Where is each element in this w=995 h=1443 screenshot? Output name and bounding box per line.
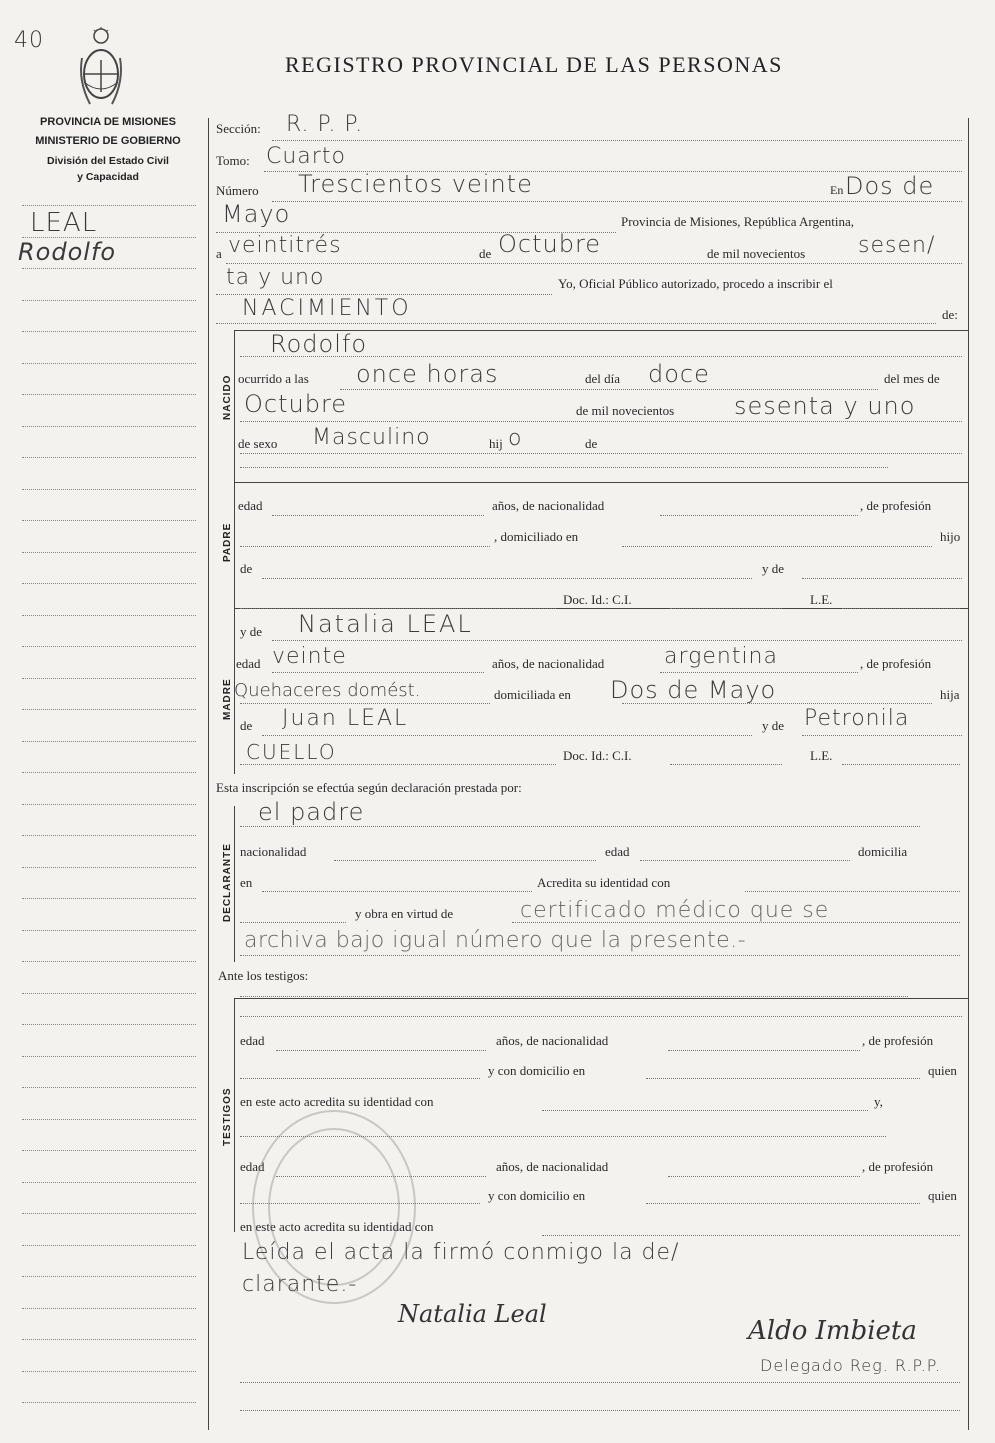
margin-ruled-line [22,930,196,931]
padre-hijo-label: hijo [940,529,961,544]
inner-section-border [234,330,235,774]
numero-label: Número [216,183,259,198]
margin-ruled-line [22,1339,196,1340]
margin-ruled-line [22,804,196,805]
margin-ruled-line [22,1087,196,1088]
margin-ruled-line [22,583,196,584]
testigo2-edad-label: edad [240,1159,265,1174]
act-type: NACIMIENTO [242,296,412,321]
margin-ruled-line [22,552,196,553]
margin-ruled-line [22,898,196,899]
day-value: veintitrés [228,233,342,258]
margin-ruled-line [22,1402,196,1403]
dia-label: del día [585,371,621,386]
madre-edad-label: edad [236,656,261,671]
padre-domiciliado-label: , domiciliado en [494,529,579,544]
madre-mother-2: CUELLO [246,740,337,764]
madre-mother-1: Petronila [804,706,910,731]
testigo1-profesion-label: , de profesión [862,1033,934,1048]
madre-le-label: L.E. [810,748,833,763]
margin-ruled-line [22,1182,196,1183]
margin-ruled-line [22,394,196,395]
madre-father: Juan LEAL [282,706,409,731]
madre-name: Natalia LEAL [298,610,473,638]
margin-ruled-line [22,993,196,994]
margin-ruled-line [22,300,196,301]
tomo-label: Tomo: [216,153,250,168]
place-value-1: Dos de [845,172,935,200]
margin-ruled-line [22,1308,196,1309]
month-value: Octubre [498,230,602,258]
testigo2-anos-label: años, de nacionalidad [496,1159,609,1174]
padre-doc-label: Doc. Id.: C.I. [563,592,632,607]
madre-nationality: argentina [664,644,778,669]
province-text: Provincia de Misiones, República Argentina, [621,214,854,229]
section-divider [234,998,968,999]
section-divider [234,482,968,483]
declarante-intro: Esta inscripción se efectúa según declaración prestada por: [216,780,522,795]
declarante-section-label: DECLARANTE [222,843,233,922]
hour-value: once horas [356,360,499,388]
form-right-border [968,118,969,1430]
nacido-de-label: de [585,436,598,451]
numero-value: Trescientos veinte [298,170,533,198]
ministry-heading: MINISTERIO DE GOBIERNO [35,135,181,147]
madre-anos-label: años, de nacionalidad [492,656,605,671]
margin-ruled-line [22,237,196,238]
margin-ruled-line [22,489,196,490]
sex-value: Masculino [312,425,431,450]
madre-domiciliada-label: domiciliada en [494,687,571,702]
margin-ruled-line [22,205,196,206]
margin-ruled-line [22,1150,196,1151]
margin-ruled-line [22,331,196,332]
margin-ruled-line [22,835,196,836]
closing-line-1: Leída el acta la firmó conmigo la de/ [242,1240,680,1265]
official-title: Delegado Reg. R.P.P. [760,1356,942,1375]
padre-de-label: de [240,561,253,576]
a-label: a [216,246,222,261]
form-left-border [208,118,209,1430]
margin-ruled-line [22,1056,196,1057]
padre-section-label: PADRE [222,522,233,562]
declarante-edad-label: edad [605,844,630,859]
page-title: REGISTRO PROVINCIAL DE LAS PERSONAS [285,52,783,77]
margin-ruled-line [22,646,196,647]
declarante-document-1: certificado médico que se [520,898,830,923]
hij-label: hij [489,436,503,451]
closing-line-2: clarante.- [242,1272,358,1297]
coat-of-arms-icon [76,26,126,112]
nacido-section-label: NACIDO [222,374,233,420]
madre-y-de2-label: y de [762,718,785,733]
margin-ruled-line [22,1371,196,1372]
testigo1-anos-label: años, de nacionalidad [496,1033,609,1048]
margin-ruled-line [22,741,196,742]
margin-ruled-line [22,1213,196,1214]
place-value-2: Mayo [222,200,291,228]
declarante-acredita-label: Acredita su identidad con [537,875,671,890]
margin-ruled-line [22,1024,196,1025]
seccion-label: Sección: [216,121,261,136]
testigo2-profesion-label: , de profesión [862,1159,934,1174]
testigo1-domicilio-label: y con domicilio en [488,1063,586,1078]
margin-ruled-line [22,1245,196,1246]
declarante-who: el padre [258,798,365,826]
padre-y-de-label: y de [762,561,785,576]
declarante-border [234,806,235,962]
en-label: En [830,183,844,197]
testigo1-acredita-label: en este acto acredita su identidad con [240,1094,434,1109]
ocurrido-label: ocurrido a las [238,371,309,386]
margin-ruled-line [22,457,196,458]
year-born-value: sesenta y uno [734,392,916,420]
madre-doc-label: Doc. Id.: C.I. [563,748,632,763]
testigo2-domicilio-label: y con domicilio en [488,1188,586,1203]
de-colon-label: de: [942,307,958,322]
signature-official: Aldo Imbieta [748,1316,917,1346]
margin-ruled-line [22,615,196,616]
declarante-en-label: en [240,875,253,890]
month-born-value: Octubre [244,390,348,418]
testigo2-acredita-label: en este acto acredita su identidad con [240,1219,434,1234]
nacido-name: Rodolfo [270,330,367,358]
division-heading: División del Estado Civil [47,155,169,167]
margin-ruled-line [22,426,196,427]
madre-profesion-label: , de profesión [860,656,932,671]
testigo2-quien-label: quien [928,1188,957,1203]
official-text: Yo, Oficial Público autorizado, procedo a inscribir el [558,276,833,291]
padre-le-label: L.E. [810,592,833,607]
nacido-year-label: de mil novecientos [576,403,675,418]
declarante-nacionalidad-label: nacionalidad [240,844,307,859]
capacity-heading: y Capacidad [77,171,139,183]
margin-ruled-line [22,1119,196,1120]
madre-address: Dos de Mayo [610,676,777,704]
testigo1-y-label: y, [874,1094,883,1109]
margin-ruled-line [22,709,196,710]
testigo1-quien-label: quien [928,1063,957,1078]
margin-surname: LEAL [30,208,98,238]
declarante-obra-label: y obra en virtud de [355,906,454,921]
margin-ruled-line [22,268,196,269]
declarante-document-2: archiva bajo igual número que la presente.- [244,928,747,953]
testigos-border [234,998,235,1232]
margin-given-name: Rodolfo [18,238,117,266]
signature-declarante: Natalia Leal [398,1300,547,1328]
padre-edad-label: edad [238,498,263,513]
tomo-value: Cuarto [266,144,346,169]
madre-age: veinte [272,644,347,669]
madre-de-label: de [240,718,253,733]
sexo-label: de sexo [238,436,278,451]
testigos-section-label: TESTIGOS [222,1087,233,1146]
madre-profession: Quehaceres domést. [234,680,421,701]
year-value-1: sesen/ [858,233,936,258]
padre-profesion-label: , de profesión [860,498,932,513]
testigos-intro: Ante los testigos: [218,968,309,983]
seccion-value: R. P. P. [286,112,364,137]
margin-ruled-line [22,961,196,962]
madre-section-label: MADRE [222,678,233,720]
page-number: 40 [14,28,44,53]
declarante-domicilia-label: domicilia [858,844,908,859]
margin-ruled-line [22,363,196,364]
year-value-2: ta y uno [226,265,325,290]
day-born-value: doce [648,360,710,388]
padre-anos-label: años, de nacionalidad [492,498,605,513]
margin-ruled-line [22,867,196,868]
province-heading: PROVINCIA DE MISIONES [40,116,176,128]
year-label: de mil novecientos [707,246,806,261]
mes-label: del mes de [884,371,940,386]
madre-y-de-label: y de [240,624,263,639]
testigo1-edad-label: edad [240,1033,265,1048]
madre-hija-label: hija [940,687,960,702]
de-label: de [479,246,492,261]
margin-ruled-line [22,772,196,773]
hij-suffix: o [508,426,523,451]
margin-ruled-line [22,678,196,679]
margin-ruled-line [22,520,196,521]
margin-ruled-line [22,1276,196,1277]
